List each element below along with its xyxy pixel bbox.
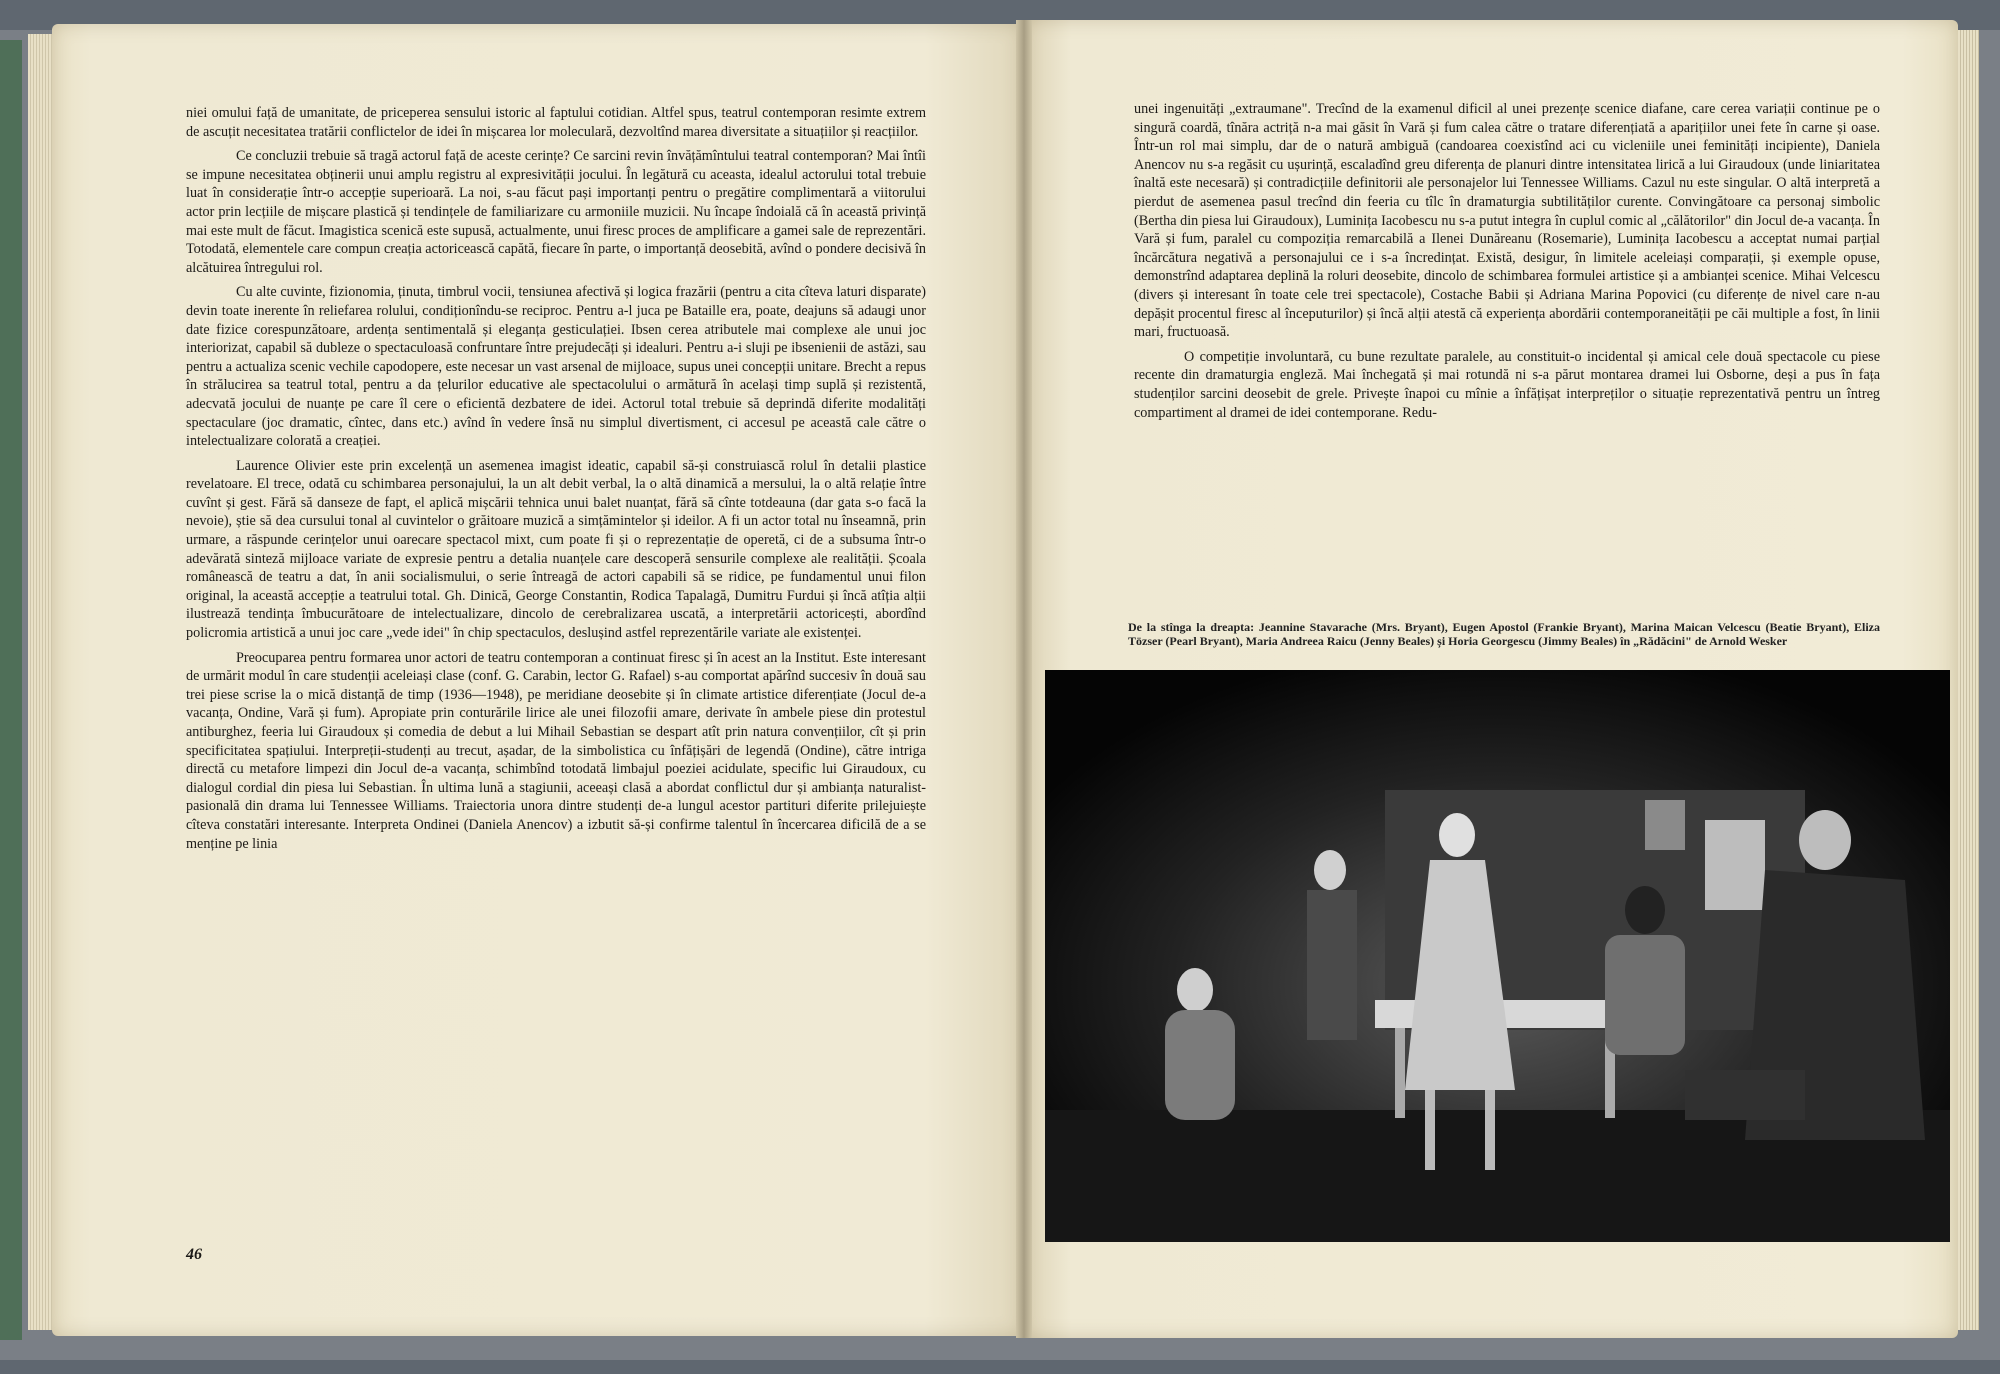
stage-photo-drawing [1045, 670, 1950, 1242]
page-number: 46 [186, 1246, 202, 1263]
stage-photo [1045, 670, 1950, 1242]
cover-spine-strip [0, 40, 22, 1340]
paragraph: Preocuparea pentru formarea unor actori de teatru contemporan a continuat firesc și în acest an la Institut. Este interesant de urmărit modul în care studenții aceleiași clase (conf. G. Carabin, lector G. Rafael) s-au comportat apărînd succesiv în două sau trei piese scrise la o mică distanță de timp (1936—1948), pe meridiane deosebite și în climate artistice diferențiate (Jocul de-a vacanța, Ondine, Vară și fum). Apropiate prin conturările lirice ale unei filozofii amare, derivate în ambele piese din protestul antiburghez, feeria lui Giraudoux și comedia de debut a lui Mihail Sebastian se despart atît prin natura convențiilor, cît și prin specificitatea spațiului. Interpreții-studenți au trecut, așadar, de la simbolistica cu înfățișări de legendă (Ondine), către intriga directă cu metafore limpezi din Jocul de-a vacanța, schimbînd totodată limbajul poeziei acidulate, specific lui Giraudoux, cu dialogul cordial din piesa lui Sebastian. În ultima lună a stagiunii, aceeași clasă a abordat conflictul dur și ambianța naturalist-pasională din drama lui Tennessee Williams. Traiectoria unora dintre studenți de-a lungul acestor partituri diferite prilejuiește cîteva constatări interesante. Interpreta Ondinei (Daniela Anencov) a izbutit să-și confirme talentul în încercarea dificilă de a se menține pe linia [186, 649, 926, 852]
left-page-text [186, 104, 926, 859]
right-page-text [1134, 100, 1880, 428]
paragraph: Cu alte cuvinte, fizionomia, ținuta, timbrul vocii, tensiunea afectivă și logica frazării (pentru a cita cîteva laturi disparate) devin toate inerente în reliefarea rolului, condiționîndu-se reciproc. Pentru a-l juca pe Bataille era, poate, deajuns să adaugi unor date fizice corespunzătoare, ardența sentimentală și eleganța gesticulației. Ibsen cerea atributele mai complexe ale unui joc interiorizat, capabil să dubleze o spectaculoasă confruntare între prejudecăți și idealuri. Pentru a-i sluji pe ibsenienii de astăzi, sau pentru a actualiza scenic vechile capodopere, este necesar un vast arsenal de mijloace, supus unei concepții unitare. Brecht a repus în strălucirea sa teatrul total, pentru a da țelurilor educative ale spectacolului o armătură în același timp suplă și rezistentă, adecvată jocului de nuanțe pe care îl cere o eficientă dezbatere de idei. Actorul total trebuie să deprindă diferite modalități spectaculare (joc dramatic, cîntec, dans etc.) avînd în vedere însă nu simplul divertisment, ci accesul pe această cale către o intelectualizare colorată a creației. [186, 284, 926, 450]
photo-caption: De la stînga la dreapta: Jeannine Stavarache (Mrs. Bryant), Eugen Apostol (Frankie Bryant), Marina Maican Velcescu (Beatie Bryant), Eliza Tözser (Pearl Bryant), Maria Andreea Raicu (Jenny Beales) și Horia Georgescu (Jimmy Beales) în „Rădăcini" de Arnold Wesker [1128, 620, 1880, 648]
book-gutter [1016, 20, 1032, 1338]
paragraph: unei ingenuități „extraumane". Trecînd de la examenul dificil al unei prezențe scenice diafane, care cerea variații continue pe o singură coardă, tînăra actriță n-a mai găsit în Vară și fum calea către o tratare diferențiată a aparițiilor unei fete în carne și oase. Într-un rol mai simplu, dar de o natură ambiguă (candoarea coexistînd aci cu vicleniile unei feminități incipiente), Daniela Anencov nu s-a regăsit cu ușurință, escaladînd greu diferența de planuri dintre intensitatea lirică a lui Giraudoux (unde liniaritatea înaltă este necesară) și contradicțiile definitorii ale personajelor lui Tennessee Williams. Cazul nu este singular. O altă interpretă a pierdut de asemenea pasul trecînd din feeria cu tîlc în dramaturgia subtilităților curente. Convingătoare ca personaj simbolic (Bertha din piesa lui Giraudoux), Luminița Iacobescu nu s-a putut integra în cuplul comic al „călătorilor" din Jocul de-a vacanța. În Vară și fum, paralel cu compoziția remarcabilă a Ilenei Dunăreanu (Rosemarie), Luminița Iacobescu a acceptat numai parțial încărcătura negativă a personajului ce i s-a încredințat. Există, desigur, în limitele aceleiași comparații, și exemple opuse, demonstrînd adaptarea deplină la roluri deosebite, dincolo de schimbarea formulei artistice și a ambianței scenice. Mihai Velcescu (divers și interesant în toate cele trei spectacole), Costache Babii și Adriana Marina Popovici (cu diferențe de nivel care n-au depășit procentul firesc al începuturilor) și încă alții atestă că experiența abordării contemporaneității pe căi multiple a fost, în linii mari, fructuoasă. [1134, 101, 1880, 341]
paragraph: O competiție involuntară, cu bune rezultate paralele, au constituit-o incidental și amical cele două spectacole cu piese recente din dramaturgia engleză. Mai închegată și mai rotundă ni s-a părut montarea dramei lui Osborne, deși a pus în fața studenților sarcini deosebit de grele. Privește înapoi cu mînie a înfățișat interpreților o situație reprezentativă pentru un întreg compartiment al dramei de idei contemporane. Redu- [1134, 348, 1880, 421]
paragraph: Ce concluzii trebuie să tragă actorul față de aceste cerințe? Ce sarcini revin învățămîntului teatral contemporan? Mai întîi se impune necesitatea obținerii unui amplu registru al expresivității jocului. În legătură cu aceasta, idealul actorului total trebuie luat în considerație într-o accepție superioară. La noi, s-au făcut pași importanți pentru o pregătire complimentară a viitorului actor prin lecțiile de mișcare plastică și tendințele de familiarizare cu armoniile muzicii. Nu încape îndoială că în această privință mai este mult de făcut. Imagistica scenică este supusă, actualmente, unui firesc proces de amplificare a gamei sale de reprezentări. Totodată, elementele care compun creația actoricească capătă, fiecare în parte, o importanță deosebită, avînd o pondere decisivă în alcătuirea întregului rol. [186, 148, 926, 276]
paragraph: Laurence Olivier este prin excelență un asemenea imagist ideatic, capabil să-și construiască rolul în detalii plastice revelatoare. El trece, odată cu schimbarea personajului, la un alt debit verbal, la o altă dinamică a mersului, la o altă relație între cuvînt și gest. Fără să danseze de fapt, el aplică mișcării tehnica unui balet nuanțat, fără să cînte totdeauna (dar gata s-o facă la nevoie), știe să dea cursului tonal al cuvintelor o grăitoare muzică a simțămintelor și ideilor. A fi un actor total nu înseamnă, prin urmare, a răspunde cerințelor unui oarecare spectacol mixt, cum poate fi și o reprezentație de operetă, ci de a subsuma într-o adevărată sinteză mijloace variate de expresie pentru a detalia nuanțele care descoperă sensurile complexe ale realității. Școala românească de teatru a dat, în anii socialismului, o serie întreagă de actori capabili să se ridice, pe fundamentul unui filon original, la această accepție a teatrului total. Gh. Dinică, George Constantin, Rodica Tapalagă, Dumitru Furdui și încă atîția alții ilustrează tendința îmbucurătoare de intelectualizare, dincolo de cerebralizarea uscată, a interpretării actoricești, abordînd policromia artistică a unui joc care „vede idei" în chip spectaculos, deslușind astfel reprezentările variate ale existenței. [186, 457, 926, 642]
page-stack-right [1955, 30, 1979, 1330]
paragraph: niei omului față de umanitate, de priceperea sensului istoric al faptului cotidian. Altfel spus, teatrul contemporan resimte extrem de ascuțit necesitatea tratării conflictelor de idei în mișcarea lor moleculară, dezvoltînd marea diversitate a situațiilor și reacțiilor. [186, 105, 926, 140]
